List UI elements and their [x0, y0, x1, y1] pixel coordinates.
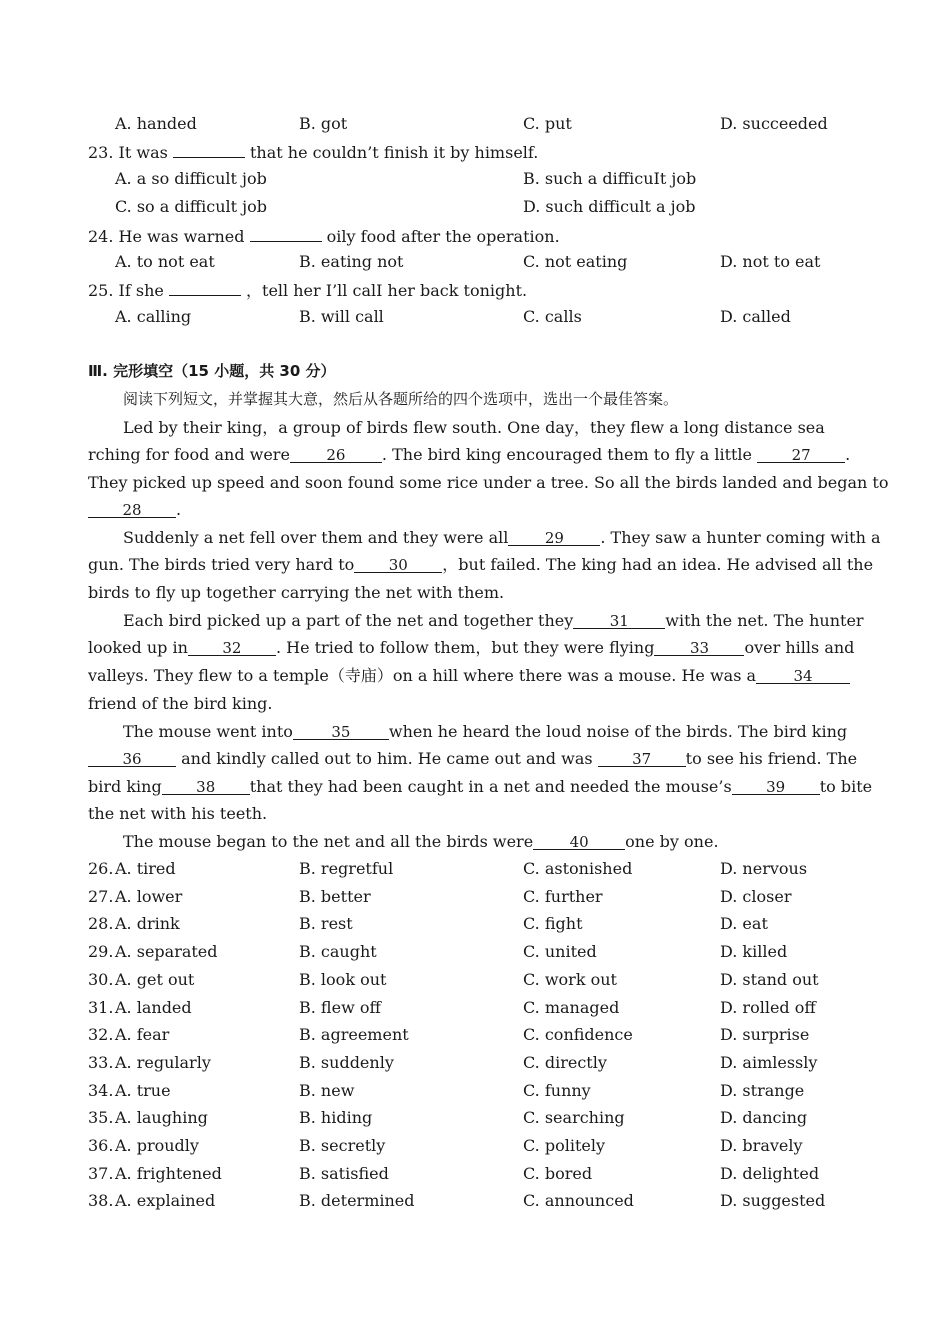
q25-blank — [169, 279, 241, 296]
passage-line-11: friend of the bird king. — [88, 694, 273, 713]
question-option-b: B. caught — [299, 942, 377, 962]
question-number: 29. — [88, 942, 114, 962]
passage-line-12 — [123, 722, 847, 742]
question-option-d: D. delighted — [720, 1163, 820, 1183]
blank-30: 30 — [354, 556, 442, 573]
passage-line-15: the net with his teeth. — [88, 804, 268, 823]
question-option-c: C. united — [523, 942, 597, 962]
question-number: 27. — [88, 886, 114, 906]
passage-text: Each bird picked up a part of the net and together they — [123, 611, 574, 630]
question-option-c: C. politely — [523, 1136, 606, 1155]
question-option-b: B. suddenly — [299, 1052, 394, 1072]
blank-28: 28 — [88, 501, 176, 518]
blank-39: 39 — [732, 778, 820, 795]
question-option-c: C. announced — [523, 1191, 634, 1211]
q23-stem — [88, 141, 538, 163]
question-option-c: C. funny — [523, 1080, 591, 1100]
passage-line-8 — [123, 611, 864, 631]
q23-option-d: D. such difficult a job — [523, 197, 696, 216]
blank-31: 31 — [573, 612, 665, 629]
passage-text: . The bird king encouraged them to fly a little — [381, 445, 753, 464]
question-option-a: A. regularly — [115, 1052, 211, 1072]
question-option-c: C. confidence — [523, 1025, 633, 1045]
q25-option-c: C. calls — [523, 307, 582, 326]
q23-option-b: B. such a difficuIt job — [523, 169, 697, 188]
question-number: 26. — [88, 859, 114, 878]
q23-blank — [173, 141, 245, 158]
question-option-d: D. closer — [720, 886, 792, 906]
blank-27: 27 — [757, 446, 845, 463]
section-heading: Ⅲ. 完形填空（15 小题，共 30 分） — [88, 362, 336, 380]
question-number: 30. — [88, 969, 114, 989]
question-option-d: D. eat — [720, 914, 768, 934]
question-number: 28. — [88, 914, 114, 934]
q24-stem-pre: 24. He was warned — [88, 227, 245, 246]
q24-option-d: D. not to eat — [720, 252, 821, 271]
question-option-c: C. work out — [523, 969, 617, 989]
question-option-b: B. determined — [299, 1191, 415, 1211]
blank-40: 40 — [533, 833, 625, 850]
q22-option-d: D. succeeded — [720, 114, 828, 133]
question-number: 36. — [88, 1136, 114, 1155]
passage-text: rching for food and were — [88, 445, 290, 464]
passage-text: gun. The birds tried very hard to — [88, 555, 355, 574]
blank-29: 29 — [508, 529, 600, 546]
passage-text: with the net. The hunter — [665, 611, 864, 630]
passage-text: Suddenly a net fell over them and they were all — [123, 528, 509, 547]
passage-text: . — [176, 500, 182, 519]
question-number: 33. — [88, 1052, 114, 1072]
question-option-a: A. get out — [115, 969, 195, 989]
question-option-b: B. flew off — [299, 997, 381, 1017]
passage-text: to see his friend. The — [685, 749, 858, 768]
question-option-a: A. fear — [115, 1025, 170, 1045]
passage-text: that they had been caught in a net and needed the mouse’s — [249, 777, 732, 796]
passage-line-4 — [88, 500, 181, 520]
question-option-d: D. dancing — [720, 1108, 808, 1128]
question-option-a: A. laughing — [115, 1108, 208, 1128]
question-option-a: A. frightened — [115, 1163, 222, 1183]
passage-line-7: birds to fly up together carrying the net with them. — [88, 583, 505, 602]
question-option-b: B. new — [299, 1080, 355, 1100]
section-instruction: 阅读下列短文，并掌握其大意，然后从各题所给的四个选项中，选出一个最佳答案。 — [123, 390, 679, 408]
question-option-b: B. hiding — [299, 1108, 373, 1128]
q24-option-b: B. eating not — [299, 252, 404, 271]
question-option-d: D. suggested — [720, 1191, 826, 1211]
passage-text: . — [845, 445, 851, 464]
passage-text: . They saw a hunter coming with a — [600, 528, 881, 547]
passage-line-9 — [88, 638, 854, 658]
q22-option-c: C. put — [523, 114, 572, 133]
passage-text: bird king — [88, 777, 162, 796]
question-option-d: D. surprise — [720, 1025, 810, 1045]
passage-text: over hills and — [744, 638, 855, 657]
passage-text: to bite — [819, 777, 873, 796]
question-number: 34. — [88, 1080, 114, 1100]
question-option-d: D. bravely — [720, 1136, 803, 1155]
q24-stem-post: oily food after the operation. — [326, 227, 560, 246]
q25-option-d: D. called — [720, 307, 791, 326]
q23-option-a: A. a so difficult job — [115, 169, 267, 188]
passage-text: looked up in — [88, 638, 188, 657]
question-option-c: C. directly — [523, 1052, 607, 1072]
question-option-c: C. managed — [523, 997, 620, 1017]
question-option-a: A. drink — [115, 914, 180, 934]
question-option-c: C. fight — [523, 914, 583, 934]
question-option-a: A. explained — [115, 1191, 216, 1211]
question-option-c: C. astonished — [523, 859, 633, 878]
question-number: 31. — [88, 997, 114, 1017]
blank-38: 38 — [162, 778, 250, 795]
passage-text: ，but failed. The king had an idea. He advised all the — [442, 555, 874, 574]
passage-line-3: They picked up speed and soon found some rice under a tree. So all the birds landed and began to — [88, 473, 889, 492]
question-option-c: C. searching — [523, 1108, 625, 1128]
q23-stem-post: that he couldn’t finish it by himself. — [250, 143, 539, 162]
q24-option-c: C. not eating — [523, 252, 628, 271]
q25-option-a: A. calling — [115, 307, 192, 326]
q23-option-c: C. so a difficult job — [115, 197, 267, 216]
passage-line-5 — [123, 528, 881, 548]
question-option-a: A. proudly — [115, 1136, 199, 1155]
blank-37: 37 — [598, 750, 686, 767]
blank-33: 33 — [654, 639, 744, 656]
question-option-d: D. strange — [720, 1080, 805, 1100]
question-option-b: B. better — [299, 886, 371, 906]
question-option-b: B. regretful — [299, 859, 394, 878]
passage-line-6 — [88, 555, 873, 575]
passage-line-10 — [88, 666, 850, 686]
q25-stem — [88, 279, 527, 301]
question-number: 32. — [88, 1025, 114, 1045]
passage-text: and kindly called out to him. He came out and was — [181, 749, 593, 768]
blank-36: 36 — [88, 750, 176, 767]
question-option-a: A. tired — [115, 859, 176, 878]
question-option-a: A. separated — [115, 942, 218, 962]
question-option-b: B. satisfied — [299, 1163, 389, 1183]
blank-35: 35 — [293, 723, 389, 740]
question-option-a: A. true — [115, 1080, 171, 1100]
question-option-b: B. secretly — [299, 1136, 386, 1155]
question-option-b: B. agreement — [299, 1025, 409, 1045]
question-option-d: D. aimlessly — [720, 1052, 818, 1072]
blank-34: 34 — [756, 667, 850, 684]
passage-line-14 — [88, 777, 872, 797]
passage-line-16 — [123, 832, 719, 852]
q22-option-a: A. handed — [115, 114, 197, 133]
question-number: 35. — [88, 1108, 114, 1128]
question-option-c: C. bored — [523, 1163, 593, 1183]
question-number: 38. — [88, 1191, 114, 1211]
q24-blank — [250, 225, 322, 242]
question-option-d: D. rolled off — [720, 997, 816, 1017]
question-option-d: D. killed — [720, 942, 788, 962]
passage-text: one by one. — [625, 832, 719, 851]
question-number: 37. — [88, 1163, 114, 1183]
question-option-d: D. stand out — [720, 969, 819, 989]
q22-option-b: B. got — [299, 114, 348, 133]
passage-text: valleys. They flew to a temple（寺庙）on a hill where there was a mouse. He was a — [88, 666, 757, 685]
q25-stem-pre: 25. If she — [88, 281, 164, 300]
q25-option-b: B. will call — [299, 307, 384, 326]
question-option-b: B. rest — [299, 914, 353, 934]
blank-26: 26 — [290, 446, 382, 463]
q24-option-a: A. to not eat — [115, 252, 215, 271]
question-option-c: C. further — [523, 886, 603, 906]
q24-stem — [88, 225, 560, 247]
passage-text: The mouse went into — [123, 722, 293, 741]
q25-stem-post: ，tell her I’ll calI her back tonight. — [246, 281, 528, 300]
passage-line-13 — [88, 749, 857, 769]
blank-32: 32 — [188, 639, 276, 656]
question-option-b: B. look out — [299, 969, 387, 989]
passage-line-1: Led by their king，a group of birds flew south. One day，they flew a long distance sea — [123, 418, 825, 437]
passage-text: The mouse began to the net and all the birds were — [123, 832, 534, 851]
question-option-a: A. lower — [115, 886, 183, 906]
passage-text: when he heard the loud noise of the birds. The bird king — [388, 722, 848, 741]
passage-line-2 — [88, 445, 850, 465]
q23-stem-pre: 23. It was — [88, 143, 168, 162]
passage-text: . He tried to follow them，but they were flying — [275, 638, 655, 657]
question-option-d: D. nervous — [720, 859, 808, 878]
question-option-a: A. landed — [115, 997, 192, 1017]
